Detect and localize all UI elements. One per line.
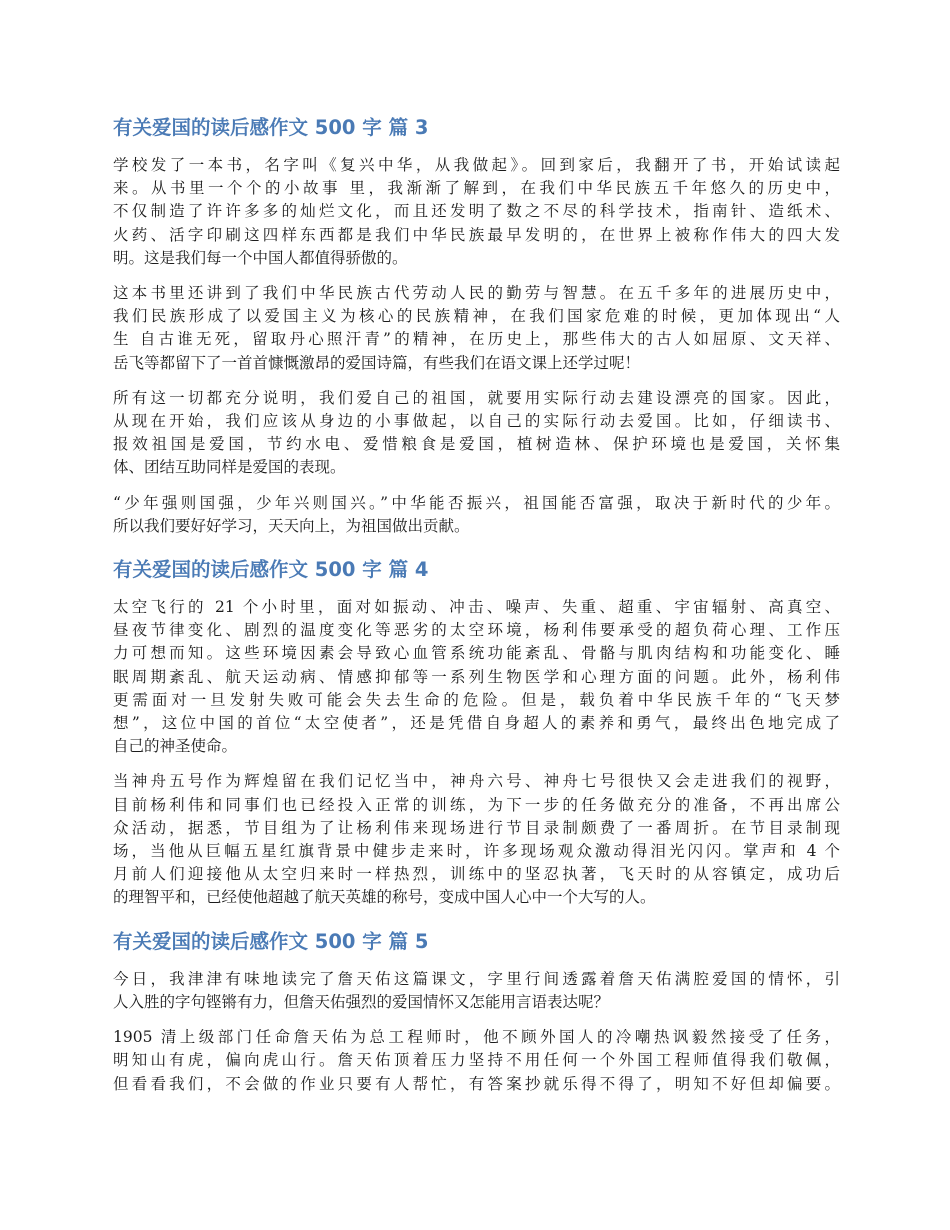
text-line: 所有这一切都充分说明，我们爱自己的祖国，就要用实际行动去建设漂亮的国家。因此，	[113, 388, 840, 407]
text-line: 学校发了一本书，名字叫《复兴中华，从我做起》。回到家后，我翻开了书，开始试读起	[113, 156, 840, 174]
text-line: 火药、活字印刷这四样东西都是我们中华民族最早发明的，在世界上被称作伟大的四大发	[113, 225, 840, 244]
text-line: 众活动，据悉，节目组为了让杨利伟来现场进行节目录制颇费了一番周折。在节目录制现	[113, 818, 840, 837]
section-heading: 有关爱国的读后感作文 500 字 篇 5	[113, 929, 429, 953]
text-line: 从现在开始，我们应该从身边的小事做起，以自己的实际行动去爱国。比如，仔细读书、	[113, 412, 840, 431]
text-line: 这本书里还讲到了我们中华民族古代劳动人民的勤劳与智慧。在五千多年的进展历史中，	[113, 284, 840, 303]
text-line: 岳飞等都留下了一首首慷慨激昂的爱国诗篇，有些我们在语文课上还学过呢！	[113, 353, 641, 372]
text-line: 想”，这位中国的首位“太空使者”，还是凭借自身超人的素养和勇气，最终出色地完成了	[113, 714, 840, 733]
paragraph	[113, 770, 840, 909]
section-3	[113, 108, 840, 538]
paragraph	[113, 1026, 840, 1096]
text-line: 的理智平和，已经使他超越了航天英雄的称号，变成中国人心中一个大写的人。	[113, 888, 656, 907]
text-line: 来。从书里一个个的小故事 里，我渐渐了解到，在我们中华民族五千年悠久的历史中，	[113, 179, 840, 198]
text-line: “少年强则国强，少年兴则国兴。”中华能否振兴，祖国能否富强，取决于新时代的少年。	[113, 493, 840, 512]
text-line: 当神舟五号作为辉煌留在我们记忆当中，神舟六号、神舟七号很快又会走进我们的视野，	[113, 772, 840, 791]
paragraph	[113, 387, 840, 480]
document-page	[113, 108, 840, 1108]
text-line: 所以我们要好好学习，天天向上，为祖国做出贡献。	[113, 516, 470, 535]
text-line: 明。这是我们每一个中国人都值得骄傲的。	[113, 248, 408, 267]
text-line: 明知山有虎，偏向虎山行。詹天佑顶着压力坚持不用任何一个外国工程师值得我们敬佩，	[113, 1051, 840, 1070]
text-line: 眠周期紊乱、航天运动病、情感抑郁等一系列生物医学和心理方面的问题。此外，杨利伟	[113, 667, 840, 686]
text-line: 月前人们迎接他从太空归来时一样热烈，训练中的坚忍执著，飞天时的从容镇定，成功后	[113, 865, 840, 884]
text-line: 体、团结互助同样是爱国的表现。	[113, 458, 346, 477]
text-line: 但看看我们，不会做的作业只要有人帮忙，有答案抄就乐得不得了，明知不好但却偏要。	[113, 1074, 840, 1093]
text-line: 今日，我津津有味地读完了詹天佑这篇课文，字里行间透露着詹天佑满腔爱国的情怀，引	[113, 969, 840, 988]
paragraph	[113, 154, 840, 270]
paragraph	[113, 492, 840, 538]
text-line: 报效祖国是爱国，节约水电、爱惜粮食是爱国，植树造林、保护环境也是爱国，关怀集	[113, 435, 840, 454]
text-line: 目前杨利伟和同事们也已经投入正常的训练，为下一步的任务做充分的准备，不再出席公	[113, 795, 840, 814]
text-line: 场，当他从巨幅五星红旗背景中健步走来时，许多现场观众激动得泪光闪闪。掌声和 4 个	[113, 842, 840, 861]
paragraph	[113, 968, 840, 1014]
text-line: 我们民族形成了以爱国主义为核心的民族精神，在我们国家危难的时候，更加体现出“人	[113, 307, 840, 326]
text-line: 昼夜节律变化、剧烈的温度变化等恶劣的太空环境，杨利伟要承受的超负荷心理、工作压	[113, 621, 840, 640]
paragraph	[113, 282, 840, 375]
text-line: 更需面对一旦发射失败可能会失去生命的危险。但是，载负着中华民族千年的“飞天梦	[113, 690, 840, 709]
text-line: 不仅制造了许许多多的灿烂文化，而且还发明了数之不尽的科学技术，指南针、造纸术、	[113, 202, 840, 221]
section-heading: 有关爱国的读后感作文 500 字 篇 4	[113, 558, 429, 582]
text-line: 生 自古谁无死，留取丹心照汗青”的精神，在历史上，那些伟大的古人如屈原、文天祥、	[113, 330, 840, 349]
text-line: 自己的神圣使命。	[113, 737, 238, 756]
section-4	[113, 550, 840, 910]
text-line: 人入胜的字句铿锵有力，但詹天佑强烈的爱国情怀又怎能用言语表达呢？	[113, 992, 610, 1011]
paragraph	[113, 596, 840, 758]
section-5	[113, 922, 840, 1096]
text-line: 力可想而知。这些环境因素会导致心血管系统功能紊乱、骨骼与肌肉结构和功能变化、睡	[113, 644, 840, 663]
section-heading: 有关爱国的读后感作文 500 字 篇 3	[113, 116, 429, 139]
text-line: 太空飞行的 21 个小时里，面对如振动、冲击、噪声、失重、超重、宇宙辐射、高真空、	[113, 598, 840, 617]
text-line: 1905 清上级部门任命詹天佑为总工程师时，他不顾外国人的冷嘲热讽毅然接受了任务，	[113, 1028, 840, 1047]
